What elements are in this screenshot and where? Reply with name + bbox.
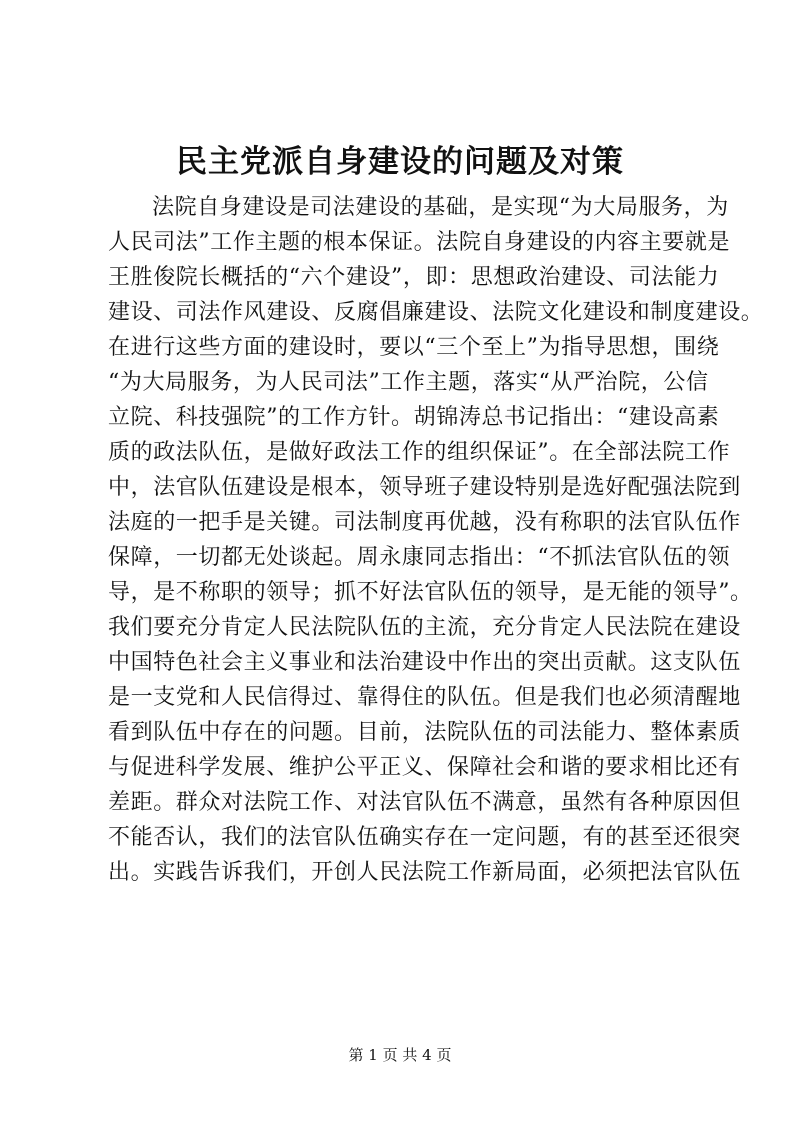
- text-line: 我们要充分肯定人民法院队伍的主流，充分肯定人民法院在建设: [108, 615, 741, 640]
- text-line: “为大局服务，为人民司法”工作主题，落实“从严治院，公信: [108, 370, 709, 395]
- text-line: 中国特色社会主义事业和法治建设中作出的突出贡献。这支队伍: [108, 650, 741, 675]
- text-line: 导，是不称职的领导；抓不好法官队伍的领导，是无能的领导”。: [108, 580, 753, 605]
- text-line: 王胜俊院长概括的“六个建设”，即：思想政治建设、司法能力: [108, 265, 720, 290]
- text-line: 出。实践告诉我们，开创人民法院工作新局面，必须把法官队伍: [108, 860, 741, 885]
- text-line: 法庭的一把手是关键。司法制度再优越，没有称职的法官队伍作: [108, 510, 741, 535]
- text-line: 不能否认，我们的法官队伍确实存在一定问题，有的甚至还很突: [108, 825, 741, 850]
- text-line: 质的政法队伍，是做好政法工作的组织保证”。在全部法院工作: [108, 440, 731, 465]
- page-title: 民主党派自身建设的问题及对策: [176, 144, 624, 180]
- text-line: 建设、司法作风建设、反腐倡廉建设、法院文化建设和制度建设。: [108, 300, 764, 325]
- text-line: 是一支党和人民信得过、靠得住的队伍。但是我们也必须清醒地: [108, 685, 741, 710]
- text-line: 人民司法”工作主题的根本保证。法院自身建设的内容主要就是: [108, 230, 731, 255]
- text-line: 看到队伍中存在的问题。目前，法院队伍的司法能力、整体素质: [108, 720, 741, 745]
- text-line: 中，法官队伍建设是根本，领导班子建设特别是选好配强法院到: [108, 475, 741, 500]
- body-paragraph: [108, 190, 764, 890]
- text-line: 保障，一切都无处谈起。周永康同志指出：“不抓法官队伍的领: [108, 545, 731, 570]
- page-footer: 第 1 页 共 4 页: [348, 1046, 452, 1064]
- text-line: 法院自身建设是司法建设的基础，是实现“为大局服务，为: [152, 195, 729, 220]
- text-line: 在进行这些方面的建设时，要以“三个至上”为指导思想，围绕: [108, 335, 720, 360]
- text-line: 立院、科技强院”的工作方针。胡锦涛总书记指出：“建设高素: [108, 405, 720, 430]
- text-line: 差距。群众对法院工作、对法官队伍不满意，虽然有各种原因但: [108, 790, 741, 815]
- text-line: 与促进科学发展、维护公平正义、保障社会和谐的要求相比还有: [108, 755, 741, 780]
